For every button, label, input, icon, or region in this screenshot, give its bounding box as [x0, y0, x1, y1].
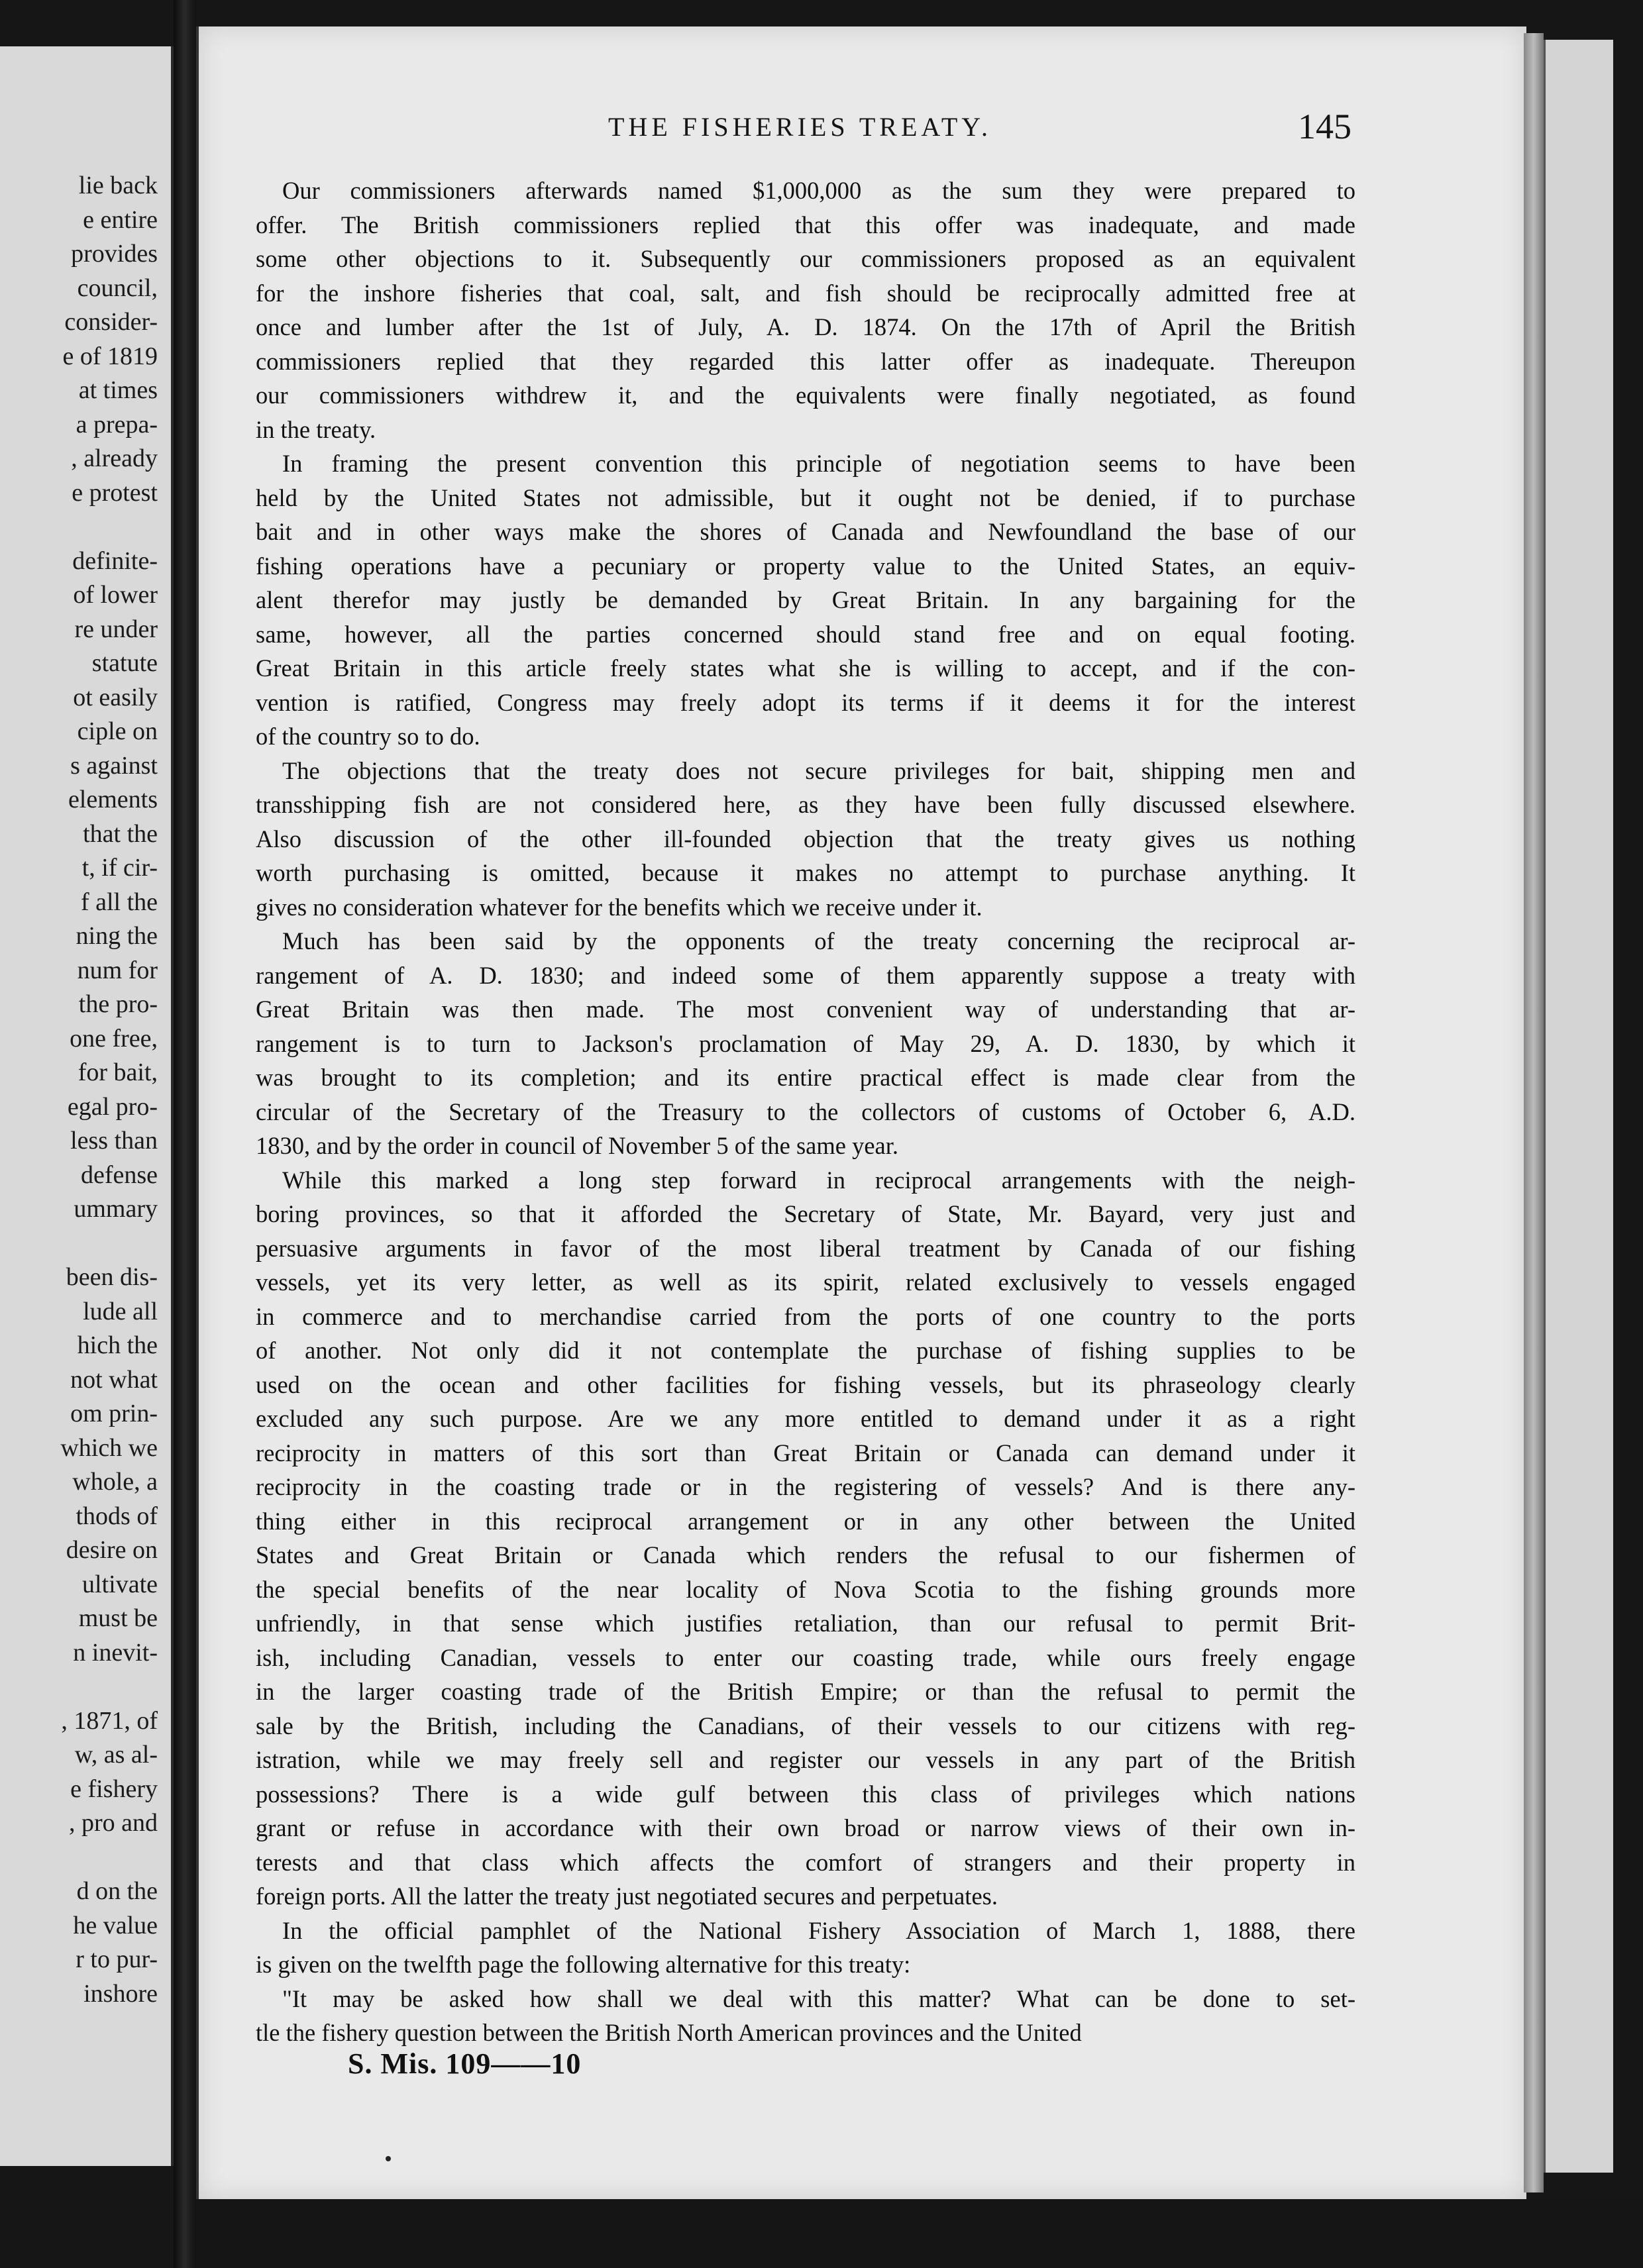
text-line: Great Britain in this article freely states what she is willing to accept, and if the con-	[256, 654, 1355, 682]
paragraph	[256, 1914, 1355, 1982]
facing-page-text-fragment: inshore	[83, 1979, 158, 2008]
facing-page-text-fragment: hich the	[77, 1331, 158, 1359]
text-line: reciprocity in the coasting trade or in the registering of vessels? And is there any-	[256, 1473, 1355, 1500]
facing-page-text-fragment: , already	[71, 444, 158, 472]
facing-page-text-fragment: d on the	[76, 1877, 158, 1905]
text-line: held by the United States not admissible, but it ought not be denied, if to purchase	[256, 484, 1355, 511]
text-line: rangement is to turn to Jackson's proclamation of May 29, A. D. 1830, by which it	[256, 1029, 1355, 1057]
facing-page-text-fragment: e of 1819	[62, 342, 158, 370]
facing-page-text-fragment: statute	[91, 649, 158, 677]
text-line: tle the fishery question between the British North American provinces and the United	[256, 2019, 1082, 2046]
facing-page-text-fragment: r to pur-	[76, 1945, 158, 1973]
text-line: gives no consideration whatever for the benefits which we receive under it.	[256, 893, 982, 921]
facing-page-text-fragment: the pro-	[78, 990, 158, 1018]
facing-page-text-fragment: elements	[68, 786, 158, 813]
facing-page-text-fragment: s against	[70, 751, 158, 780]
text-line: States and Great Britain or Canada which renders the refusal to our fishermen of	[256, 1541, 1355, 1569]
text-line: our commissioners withdrew it, and the equivalents were finally negotiated, as found	[256, 382, 1355, 409]
text-line: offer. The British commissioners replied that this offer was inadequate, and made	[256, 211, 1355, 238]
text-line: in the larger coasting trade of the British Empire; or than the refusal to permit the	[256, 1678, 1355, 1705]
text-line: once and lumber after the 1st of July, A. D. 1874. On the 17th of April the British	[256, 313, 1355, 340]
facing-page-text-fragment: at times	[78, 376, 158, 404]
text-line: vessels, yet its very letter, as well as its spirit, related exclusively to vessels engaged	[256, 1268, 1355, 1296]
facing-page-text-fragment: a prepa-	[76, 410, 158, 438]
scan-bottom-border	[196, 2199, 1643, 2268]
text-line: While this marked a long step forward in reciprocal arrangements with the neigh-	[282, 1166, 1355, 1194]
facing-page-text-fragment: desire on	[66, 1536, 158, 1564]
facing-page-text-fragment: definite-	[72, 546, 158, 575]
page-edge	[1524, 33, 1544, 2192]
paragraph	[256, 924, 1355, 1163]
facing-page-text-fragment: one free,	[70, 1024, 158, 1053]
text-line: istration, while we may freely sell and register our vessels in any part of the British	[256, 1746, 1355, 1773]
text-line: unfriendly, in that sense which justifies retaliation, than our refusal to permit Brit-	[256, 1610, 1355, 1637]
text-line: Also discussion of the other ill-founded objection that the treaty gives us nothing	[256, 825, 1355, 852]
text-line: Our commissioners afterwards named $1,000,000 as the sum they were prepared to	[282, 177, 1355, 204]
facing-page-text-fragment: which we	[60, 1433, 158, 1462]
text-line: foreign ports. All the latter the treaty just negotiated secures and perpetuates.	[256, 1882, 998, 1910]
text-line: In framing the present convention this principle of negotiation seems to have been	[282, 450, 1355, 477]
text-line: ish, including Canadian, vessels to enter our coasting trade, while ours freely engage	[256, 1643, 1355, 1671]
text-line: "It may be asked how shall we deal with this matter? What can be done to set-	[282, 1984, 1355, 2012]
paragraph	[256, 754, 1355, 925]
facing-page-text-fragment: re under	[74, 615, 158, 643]
facing-page-text-fragment: defense	[80, 1160, 158, 1189]
text-line: used on the ocean and other facilities for fishing vessels, but its phraseology clearly	[256, 1370, 1355, 1398]
text-line: 1830, and by the order in council of November 5 of the same year.	[256, 1132, 898, 1159]
facing-page-text-fragment: t, if cir-	[81, 854, 158, 882]
facing-page-text-fragment: he value	[73, 1911, 158, 1939]
facing-page-text-fragment: thods of	[76, 1502, 158, 1530]
text-line: vention is ratified, Congress may freely adopt its terms if it deems it for the interest	[256, 688, 1355, 716]
facing-page-text-fragment: ning the	[76, 922, 158, 950]
book-gutter	[174, 0, 196, 2268]
facing-page-text-fragment: of lower	[73, 581, 158, 609]
facing-page-text-fragment: consider-	[64, 308, 158, 336]
text-line: the special benefits of the near locality of Nova Scotia to the fishing grounds more	[256, 1575, 1355, 1603]
text-line: persuasive arguments in favor of the most liberal treatment by Canada of our fishing	[256, 1234, 1355, 1262]
facing-page-fragment	[0, 46, 175, 2166]
text-line: Great Britain was then made. The most convenient way of understanding that ar-	[256, 996, 1355, 1023]
text-line: worth purchasing is omitted, because it makes no attempt to purchase anything. It	[256, 859, 1355, 886]
text-line: some other objections to it. Subsequently our commissioners proposed as an equivalent	[256, 245, 1355, 272]
text-line: for the inshore fisheries that coal, salt, and fish should be reciprocally admitted free at	[256, 279, 1355, 307]
signature-mark: S. Mis. 109——10	[348, 2047, 582, 2080]
facing-page-text-fragment: provides	[71, 240, 158, 268]
text-line: is given on the twelfth page the following alternative for this treaty:	[256, 1951, 911, 1978]
facing-page-text-fragment: lie back	[78, 172, 158, 199]
text-line: boring provinces, so that it afforded the Secretary of State, Mr. Bayard, very just and	[256, 1200, 1355, 1227]
text-line: bait and in other ways make the shores of Canada and Newfoundland the base of our	[256, 518, 1355, 545]
facing-page-text-fragment: for bait,	[78, 1058, 158, 1086]
facing-page-text-fragment: f all the	[80, 888, 158, 916]
text-line: transshipping fish are not considered here, as they have been fully discussed elsewhere.	[256, 791, 1355, 818]
facing-page-text-fragment: ummary	[74, 1195, 158, 1223]
text-line: fishing operations have a pecuniary or property value to the United States, an equiv-	[256, 552, 1355, 580]
text-line: in commerce and to merchandise carried from the ports of one country to the ports	[256, 1302, 1355, 1330]
facing-page-text-fragment: e protest	[72, 478, 158, 507]
facing-page-text-fragment: num for	[77, 956, 158, 984]
facing-page-text-fragment: ultivate	[82, 1570, 158, 1598]
facing-page-text-fragment: ciple on	[77, 717, 158, 745]
next-page-strip	[1544, 40, 1613, 2173]
text-line: commissioners replied that they regarded this latter offer as inadequate. Thereupon	[256, 347, 1355, 375]
paragraph	[256, 446, 1355, 754]
text-line: In the official pamphlet of the National Fishery Association of March 1, 1888, there	[282, 1916, 1355, 1944]
facing-page-text-fragment: less than	[70, 1127, 158, 1155]
facing-page-text-fragment: egal pro-	[67, 1092, 158, 1121]
facing-page-text-fragment: om prin-	[70, 1400, 158, 1427]
text-line: same, however, all the parties concerned should stand free and on equal footing.	[256, 620, 1355, 648]
facing-page-text-fragment: must be	[78, 1604, 158, 1632]
text-line: grant or refuse in accordance with their own broad or narrow views of their own in-	[256, 1814, 1355, 1841]
paragraph	[256, 1163, 1355, 1914]
text-line: of the country so to do.	[256, 723, 480, 750]
facing-page-text-fragment: , 1871, of	[61, 1706, 158, 1735]
text-line: reciprocity in matters of this sort than Great Britain or Canada can demand under it	[256, 1439, 1355, 1467]
running-head	[464, 107, 1352, 151]
paragraph	[256, 1982, 1355, 2050]
facing-page-text-fragment: been dis-	[66, 1263, 158, 1291]
page-number: 145	[1298, 107, 1352, 146]
facing-page-text-fragment: not what	[70, 1365, 158, 1394]
body-text	[256, 174, 1355, 2050]
facing-page-text-fragment: n inevit-	[73, 1638, 158, 1667]
text-line: rangement of A. D. 1830; and indeed some of them apparently suppose a treaty with	[256, 961, 1355, 989]
running-head-title: THE FISHERIES TREATY.	[608, 112, 992, 142]
facing-page-text-fragment: e fishery	[70, 1775, 158, 1803]
text-line: The objections that the treaty does not secure privileges for bait, shipping men and	[282, 756, 1355, 784]
facing-page-text-fragment: , pro and	[68, 1809, 158, 1837]
text-line: alent therefor may justly be demanded by Great Britain. In any bargaining for the	[256, 586, 1355, 613]
text-line: was brought to its completion; and its entire practical effect is made clear from the	[256, 1064, 1355, 1091]
text-line: Much has been said by the opponents of the treaty concerning the reciprocal ar-	[282, 927, 1355, 954]
ink-speck	[386, 2156, 391, 2161]
facing-page-text-fragment: lude all	[83, 1297, 158, 1325]
facing-page-text-fragment: e entire	[83, 205, 158, 234]
text-line: circular of the Secretary of the Treasury to the collectors of customs of October 6, A.D.	[256, 1098, 1355, 1125]
text-line: in the treaty.	[256, 415, 376, 443]
paragraph	[256, 174, 1355, 446]
facing-page-text-fragment: w, as al-	[74, 1741, 158, 1769]
facing-page-text-fragment: ot easily	[73, 683, 158, 711]
facing-page-text-fragment: council,	[77, 274, 158, 302]
facing-page-text-fragment: whole, a	[72, 1468, 158, 1496]
text-line: terests and that class which affects the comfort of strangers and their property in	[256, 1848, 1355, 1876]
facing-page-text-fragment: that the	[83, 819, 158, 848]
text-line: thing either in this reciprocal arrangement or in any other between the United	[256, 1507, 1355, 1535]
text-line: of another. Not only did it not contemplate the purchase of fishing supplies to be	[256, 1337, 1355, 1364]
text-line: possessions? There is a wide gulf between this class of privileges which nations	[256, 1780, 1355, 1808]
text-line: sale by the British, including the Canadians, of their vessels to our citizens with reg-	[256, 1712, 1355, 1739]
text-line: excluded any such purpose. Are we any more entitled to demand under it as a right	[256, 1405, 1355, 1432]
